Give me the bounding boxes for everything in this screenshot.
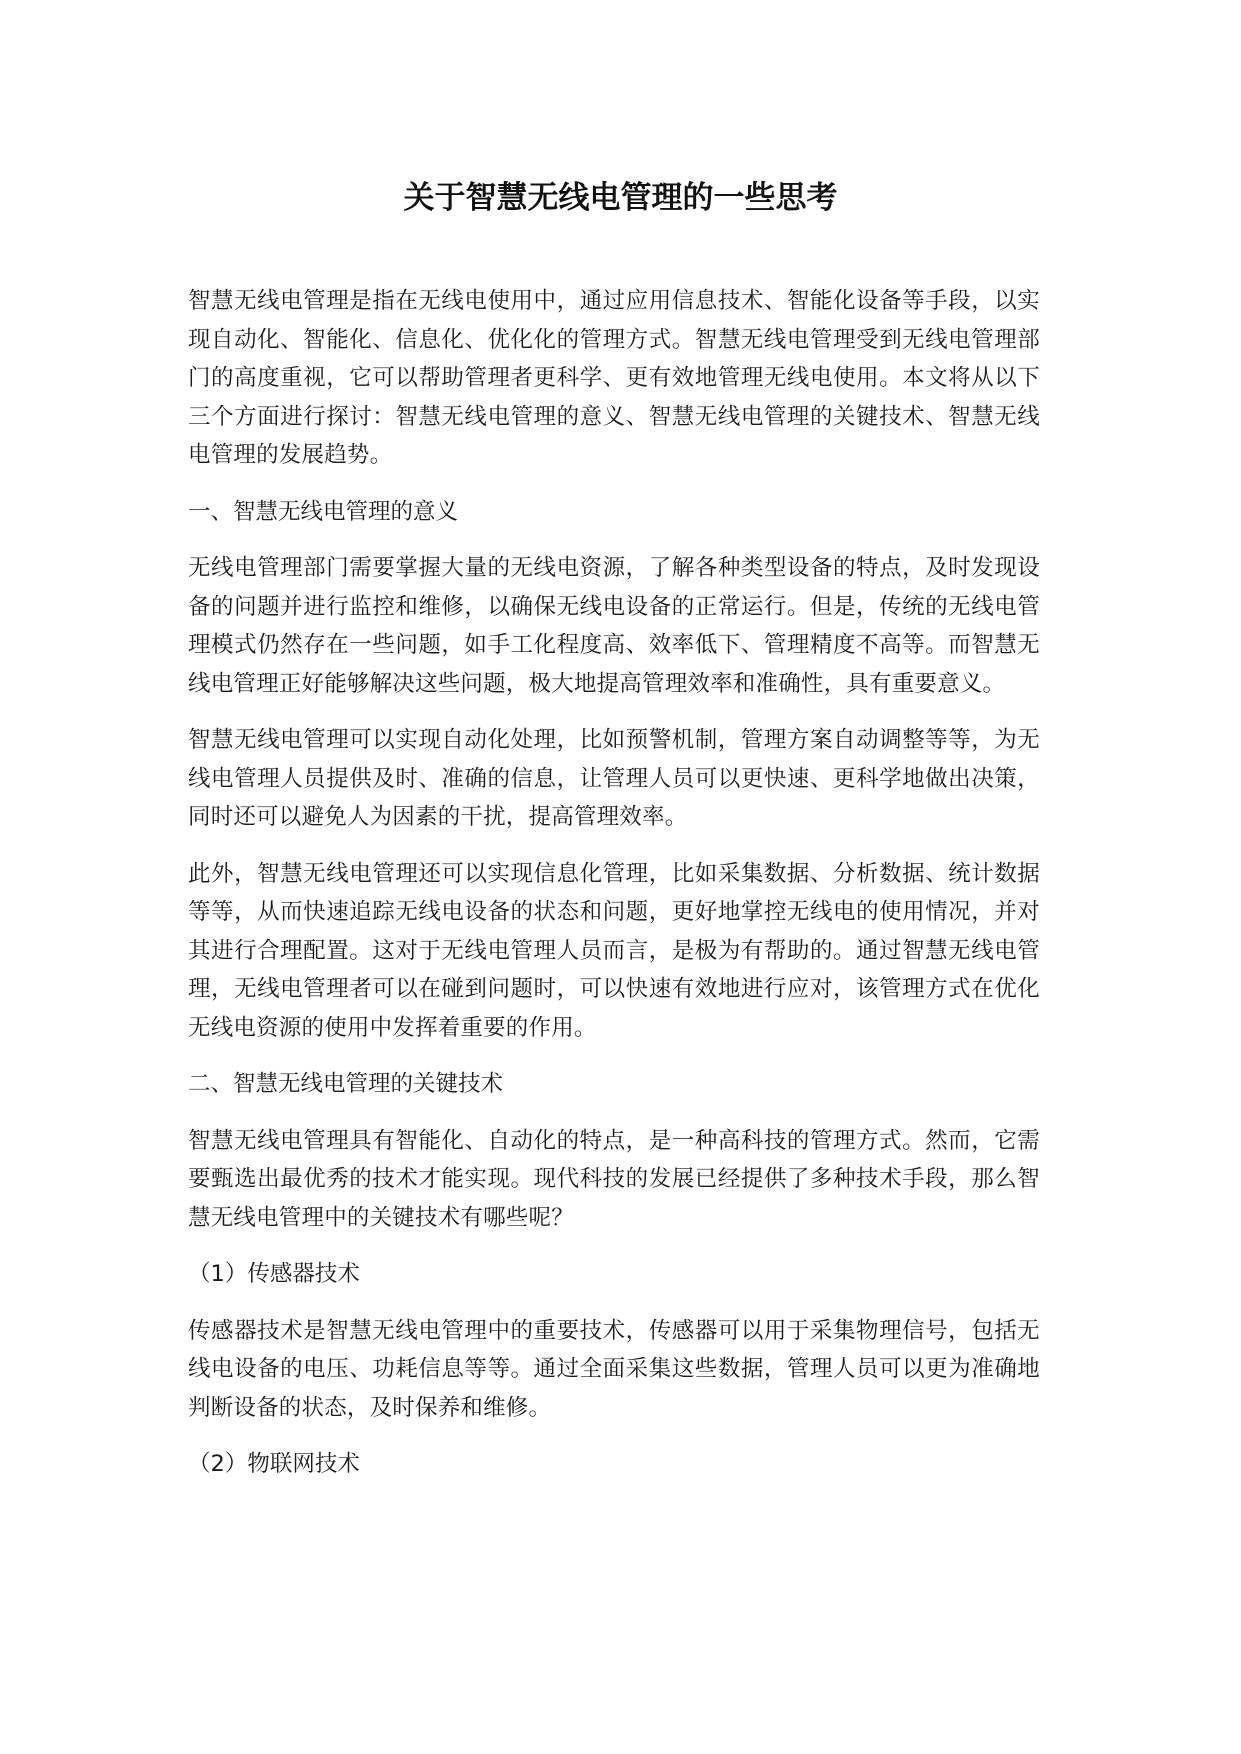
section-heading-key-tech: 二、智慧无线电管理的关键技术 bbox=[188, 1071, 504, 1097]
significance-paragraph-2: 智慧无线电管理可以实现自动化处理，比如预警机制，管理方案自动调整等等，为无线电管理人员提供及时、准确的信息，让管理人员可以更快速、更科学地做出决策，同时还可以避免人为因素的干扰，提高管理效率。 bbox=[188, 727, 1040, 830]
section-heading-significance: 一、智慧无线电管理的意义 bbox=[188, 498, 459, 525]
sensor-tech-paragraph: 传感器技术是智慧无线电管理中的重要技术，传感器可以用于采集物理信号，包括无线电设备的电压、功耗信息等等。通过全面采集这些数据，管理人员可以更为准确地判断设备的状态，及时保养和维修。 bbox=[188, 1317, 1040, 1421]
document-title: 关于智慧无线电管理的一些思考 bbox=[403, 180, 838, 216]
significance-paragraph-3: 此外，智慧无线电管理还可以实现信息化管理，比如采集数据、分析数据、统计数据等等，从而快速追踪无线电设备的状态和问题，更好地掌控无线电的使用情况，并对其进行合理配置。这对于无线电管理人员而言，是极为有帮助的。通过智慧无线电管理，无线电管理者可以在碰到问题时，可以快速有效地进行应对，该管理方式在优化无线电资源的使用中发挥着重要的作用。 bbox=[188, 860, 1040, 1041]
intro-paragraph: 智慧无线电管理是指在无线电使用中，通过应用信息技术、智能化设备等手段，以实现自动化、智能化、信息化、优化化的管理方式。智慧无线电管理受到无线电管理部门的高度重视，它可以帮助管理者更科学、更有效地管理无线电使用。本文将从以下三个方面进行探讨：智慧无线电管理的意义、智慧无线电管理的关键技术、智慧无线电管理的发展趋势。 bbox=[188, 288, 1040, 468]
subheading-sensor-tech: （1）传感器技术 bbox=[188, 1261, 360, 1287]
subheading-iot-tech: （2）物联网技术 bbox=[188, 1451, 360, 1477]
significance-paragraph-1: 无线电管理部门需要掌握大量的无线电资源，了解各种类型设备的特点，及时发现设备的问题并进行监控和维修，以确保无线电设备的正常运行。但是，传统的无线电管理模式仍然存在一些问题，如手工化程度高、效率低下、管理精度不高等。而智慧无线电管理正好能够解决这些问题，极大地提高管理效率和准确性，具有重要意义。 bbox=[188, 555, 1040, 697]
document-body bbox=[188, 282, 1040, 1502]
key-tech-paragraph: 智慧无线电管理具有智能化、自动化的特点，是一种高科技的管理方式。然而，它需要甄选出最优秀的技术才能实现。现代科技的发展已经提供了多种技术手段，那么智慧无线电管理中的关键技术有哪些呢？ bbox=[188, 1127, 1040, 1231]
